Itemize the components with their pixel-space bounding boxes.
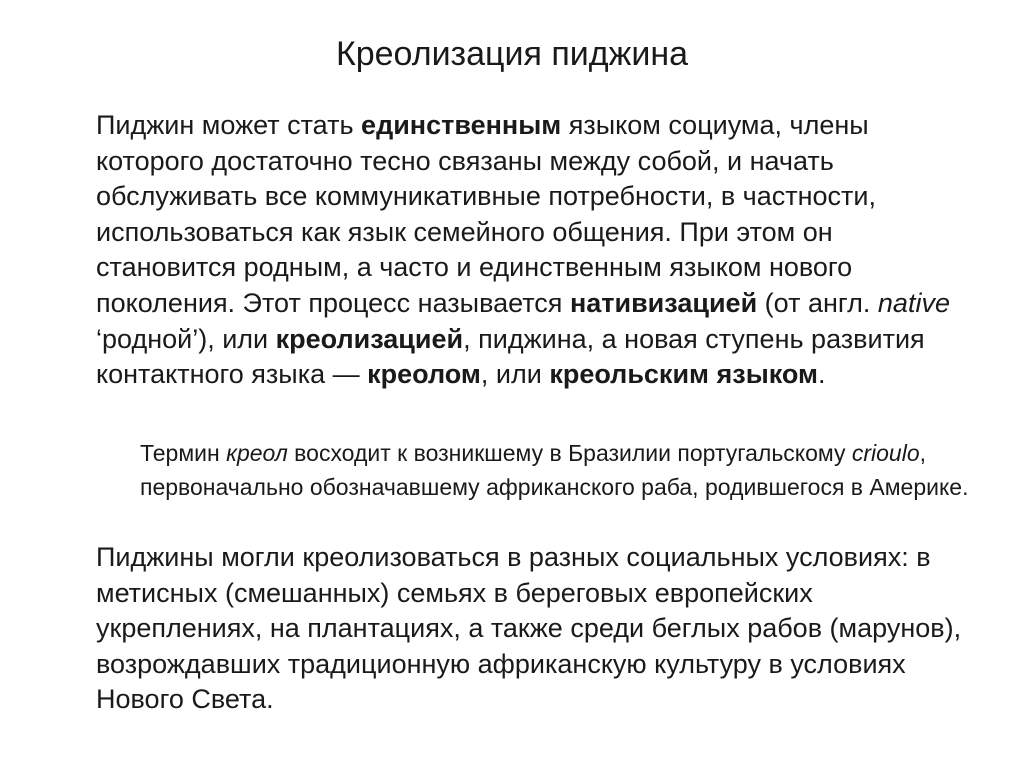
bold-term-kreolskim-yazykom: креольским языком [549,359,819,390]
text-segment: , или [480,359,550,390]
italic-term-native: native [877,287,950,318]
text-segment: . [818,359,826,390]
text-segment: , первоначально обозначавшему африканского раба, родившегося в Америке. [140,440,969,500]
slide-title: Креолизация пиджина [335,35,689,73]
bold-term-kreolom: креолом [367,359,481,390]
text-segment: (от англ. [757,287,878,318]
text-segment: ‘родной’), или [96,323,276,354]
main-paragraph [96,108,976,393]
text-segment: Пиджин может стать [96,110,362,140]
second-paragraph: Пиджины могли креолизоваться в разных социальных условиях: в метисных (смешанных) семьях в береговых европейских укреплениях, на плантациях, а также среди беглых рабов (марунов), возрождавших традиционную африканскую культуру в условиях Нового Света. [96,542,962,715]
text-segment: языком социума, члены которого достаточно тесно связаны между собой, и начать обслуживать все коммуникативные потребности, в частности, использоваться как язык семейного общения. При этом он становится родным, а часто и единственным языком нового поколения. Этот процесс называется [96,110,876,318]
text-segment: Термин [140,440,227,466]
italic-term-crioulo: crioulo [851,440,920,466]
bold-term-edinstvennym: единственным [361,110,562,140]
italic-term-kreol: креол [226,440,288,466]
text-segment: восходит к возникшему в Бразилии португальскому [287,440,852,466]
bold-term-nativizatsiey: нативизацией [569,287,758,318]
etymology-note [140,436,970,504]
bold-term-kreolizatsiey: креолизацией [275,323,464,354]
text-segment: , пиджина, а новая ступень развития контактного языка — [96,323,925,390]
